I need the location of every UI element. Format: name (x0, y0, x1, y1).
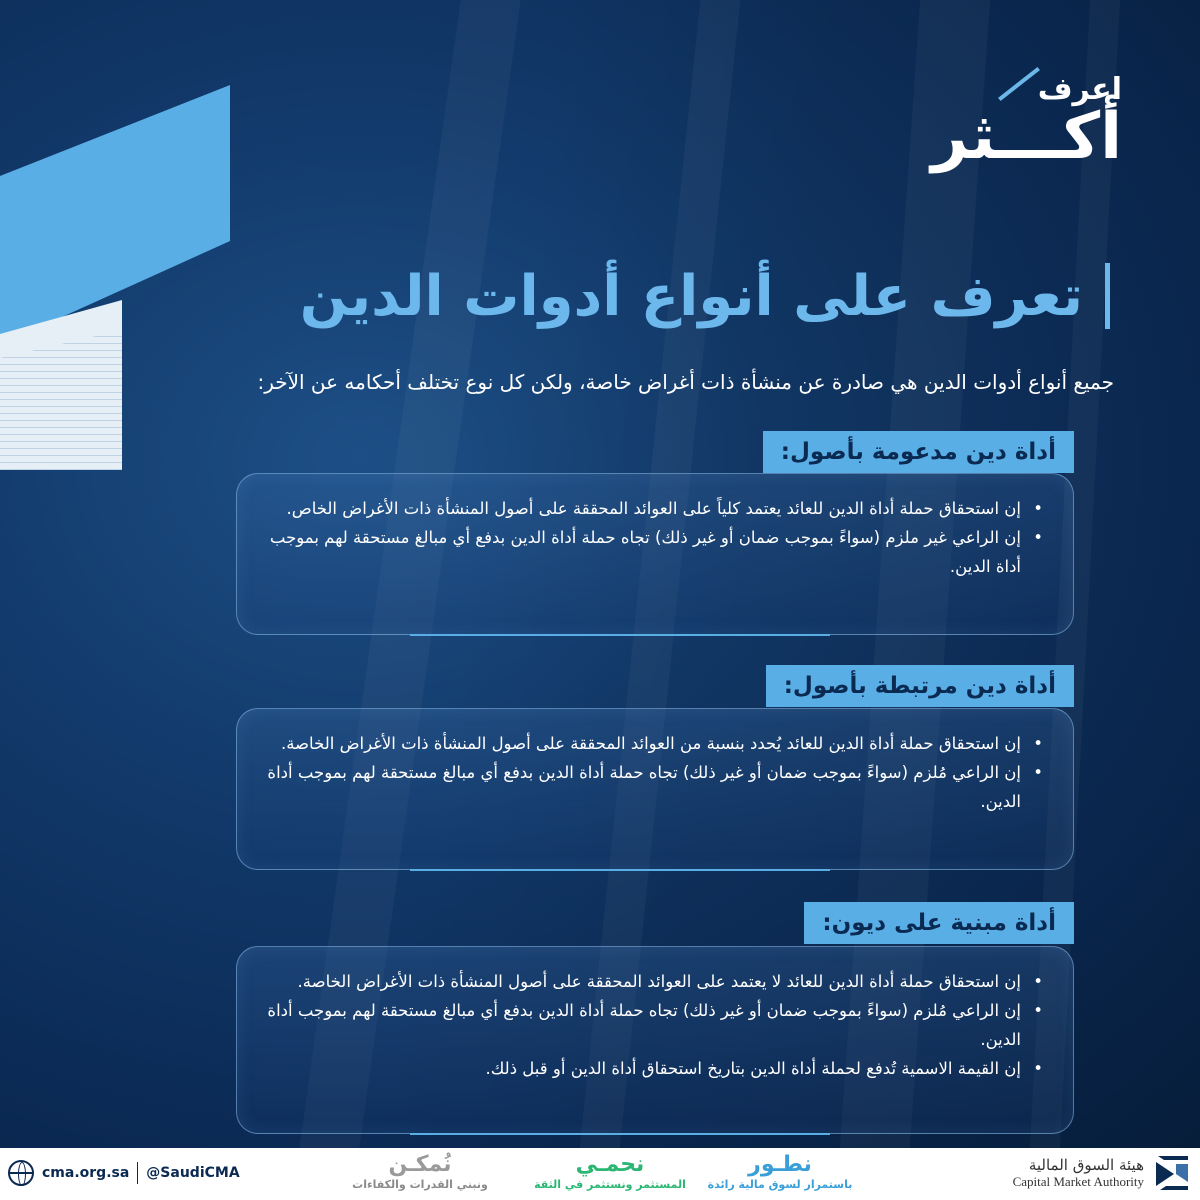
slogan-head: نُمكـن (388, 1152, 452, 1177)
section-list (237, 474, 1073, 581)
website-link[interactable]: cma.org.sa (42, 1165, 130, 1181)
section-heading: أداة دين مرتبطة بأصول: (766, 665, 1074, 707)
card-underline (410, 869, 830, 871)
brand-name-en: Capital Market Authority (1012, 1174, 1144, 1189)
list-item: • إن الراعي مُلزم (سواءً بموجب ضمان أو غير ذلك) تجاه حملة أداة الدين بدفع أي مبالغ مستحقة لهم بموجب أداة الدين. (257, 758, 1043, 816)
slogan-sub: باستمرار لسوق مالية رائدة (707, 1178, 853, 1191)
logo-small-text: اعرف (1037, 72, 1122, 107)
section-heading: أداة دين مدعومة بأصول: (763, 431, 1074, 473)
slogan-sub: ونبني القدرات والكفاءات (352, 1178, 488, 1191)
slogan-head: نحمـي (575, 1152, 645, 1177)
intro-text: جميع أنواع أدوات الدين هي صادرة عن منشأة ذات أغراض خاصة، ولكن كل نوع تختلف أحكامه عن الآخر: (257, 370, 1114, 394)
globe-icon (8, 1160, 34, 1186)
campaign-logo (932, 72, 1122, 190)
title-block (300, 256, 1110, 336)
footer-divider (137, 1162, 138, 1184)
footer-contacts (8, 1160, 240, 1186)
card-underline (410, 634, 830, 636)
list-item: • إن استحقاق حملة أداة الدين للعائد يعتمد كلياً على العوائد المحققة على أصول المنشأة ذات الأغراض الخاص. (257, 494, 1043, 523)
section-card (236, 946, 1074, 1134)
slogan-enable (350, 1152, 490, 1192)
section-card (236, 473, 1074, 635)
card-underline (410, 1133, 830, 1135)
list-item: • إن استحقاق حملة أداة الدين للعائد يُحدد بنسبة من العوائد المحققة على أصول المنشأة ذات الأغراض الخاصة. (257, 729, 1043, 758)
social-handle-link[interactable]: @SaudiCMA (146, 1165, 240, 1181)
slogan-protect (530, 1152, 690, 1192)
list-item: • إن الراعي مُلزم (سواءً بموجب ضمان أو غير ذلك) تجاه حملة أداة الدين بدفع أي مبالغ مستحقة لهم بموجب أداة الدين. (257, 996, 1043, 1054)
page-title: تعرف على أنواع أدوات الدين (299, 263, 1083, 329)
section-list (237, 947, 1073, 1083)
logo-big-text: أكـــثر (931, 100, 1122, 174)
title-bar (1105, 263, 1110, 329)
slogan-sub: المستثمر ونستثمر في الثقة (534, 1178, 686, 1191)
slogan-head: نطـور (748, 1152, 812, 1177)
section-list (237, 709, 1073, 816)
list-item: • إن استحقاق حملة أداة الدين للعائد لا يعتمد على العوائد المحققة على أصول المنشأة ذات الأغراض الخاصة. (257, 967, 1043, 996)
brand-text (1013, 1156, 1144, 1190)
section-card (236, 708, 1074, 870)
logo-slash (998, 67, 1040, 101)
slogan-develop (705, 1152, 855, 1192)
cma-brand (1013, 1154, 1190, 1192)
cma-logo-icon (1154, 1154, 1190, 1192)
section-heading: أداة مبنية على ديون: (804, 902, 1074, 944)
footer (0, 1148, 1200, 1200)
list-item: • إن الراعي غير ملزم (سواءً بموجب ضمان أو غير ذلك) تجاه حملة أداة الدين بدفع أي مبالغ مستحقة لهم بموجب أداة الدين. (257, 523, 1043, 581)
brand-name-ar: هيئة السوق المالية (1028, 1156, 1144, 1174)
list-item: • إن القيمة الاسمية تُدفع لحملة أداة الدين بتاريخ استحقاق أداة الدين أو قبل ذلك. (257, 1054, 1043, 1083)
